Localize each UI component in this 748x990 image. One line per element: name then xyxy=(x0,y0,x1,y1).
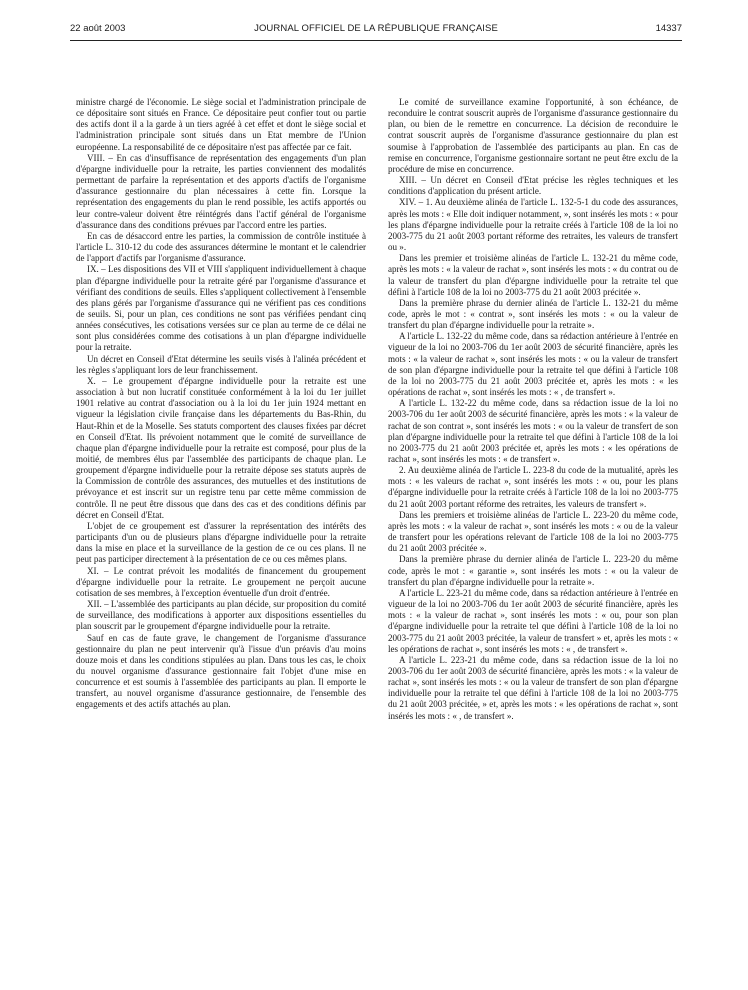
page-header xyxy=(70,22,682,36)
paragraph: X. – Le groupement d'épargne individuelle pour la retraite est une association à but non lucratif constituée conformément à la loi du 1er juillet 1901 relative au contrat d'association ou à la loi du 1er juin 1924 mettant en vigueur la législation civile française dans les départements du Bas-Rhin, du Haut-Rhin et de la Moselle. Ses statuts comportent des clauses fixées par décret en Conseil d'Etat. Ils prévoient notamment que le comité de surveillance de chaque plan d'épargne individuelle pour la retraite est composé, pour plus de la moitié, de membres élus par l'assemblée des participants de chaque plan. Le groupement d'épargne individuelle pour la retraite dépose ses statuts auprès de la Commission de contrôle des assurances, des mutuelles et des institutions de prévoyance et est inscrit sur un registre tenu par cette même commission de contrôle. Il ne peut être dissous que dans des cas et des conditions définis par décret en Conseil d'Etat. xyxy=(76,375,366,520)
paragraph: XII. – L'assemblée des participants au plan décide, sur proposition du comité de surveillance, des modifications à apporter aux dispositions essentielles du plan souscrit par le groupement d'épargne individuelle pour la retraite. xyxy=(76,599,366,632)
right-column xyxy=(388,97,678,967)
paragraph: L'objet de ce groupement est d'assurer la représentation des intérêts des participants d'un ou de plusieurs plans d'épargne individuelle pour la retraite dans la mise en place et la surveillance de la gestion de ce ou ces plans. Il ne peut pas participer directement à la présentation de ce ou ces mêmes plans. xyxy=(76,520,366,565)
paragraph: En cas de désaccord entre les parties, la commission de contrôle instituée à l'article L. 310-12 du code des assurances détermine le montant et le calendrier de l'apport d'actifs par l'organisme d'assurance. xyxy=(76,230,366,264)
paragraph: Dans les premiers et troisième alinéas de l'article L. 223-20 du même code, après les mots : « la valeur de rachat », sont insérés les mots : « ou de la valeur de transfert pour les opérations relevant de l'article 108 de la loi no 2003-775 du 21 août 2003 précitée ». xyxy=(388,509,678,554)
header-title: JOURNAL OFFICIEL DE LA RÉPUBLIQUE FRANÇAISE xyxy=(254,23,498,34)
paragraph: XIII. – Un décret en Conseil d'Etat précise les règles techniques et les conditions d'application du présent article. xyxy=(388,175,678,197)
paragraph: Dans la première phrase du dernier alinéa de l'article L. 223-20 du même code, après le mot : « garantie », sont insérés les mots : « ou la valeur de transfert du plan d'épargne individuelle pour la retraite ». xyxy=(388,554,678,587)
paragraph: Dans la première phrase du dernier alinéa de l'article L. 132-21 du même code, après le mot : « contrat », sont insérés les mots : « ou la valeur de transfert du plan d'épargne individuelle pour la retraite ». xyxy=(388,297,678,331)
paragraph: A l'article L. 223-21 du même code, dans sa rédaction antérieure à l'entrée en vigueur de la loi no 2003-706 du 1er août 2003 de sécurité financière, après les mots : « la valeur de rachat », sont insérés les mots : « ou, pour son plan d'épargne individuelle pour la retraite tel que défini à l'article 108 de la loi no 2003-775 du 21 août 2003 précitée, la valeur de transfert » et, après les mots : « les opérations de rachat », sont insérés les mots : « , de transfert ». xyxy=(388,587,678,654)
paragraph: Sauf en cas de faute grave, le changement de l'organisme d'assurance gestionnaire du plan ne peut intervenir qu'à l'issue d'un préavis d'au moins douze mois et dans les conditions stipulées au plan. Dans tous les cas, le choix du nouvel organisme d'assurance gestionnaire fait l'objet d'une mise en concurrence et est soumis à l'assemblée des participants au plan. Il emporte le transfert, au nouvel organisme d'assurance gestionnaire, de l'ensemble des engagements et des actifs attachés au plan. xyxy=(76,632,366,710)
paragraph: Dans les premier et troisième alinéas de l'article L. 132-21 du même code, après les mots : « la valeur de rachat », sont insérés les mots : « du contrat ou de la valeur de transfert du plan d'épargne individuelle pour la retraite tel que défini à l'article 108 de la loi no 2003-775 du 21 août 2003 précitée ». xyxy=(388,253,678,297)
left-column xyxy=(76,97,366,967)
paragraph: ministre chargé de l'économie. Le siège social et l'administration principale de ce dépositaire sont situés en France. Ce dépositaire peut confier tout ou partie des actifs dont il a la garde à un tiers agréé à cet effet et dont le siège social et l'administration principale sont situés dans un Etat membre de l'Union européenne. La responsabilité de ce dépositaire n'est pas affectée par ce fait. xyxy=(76,97,366,152)
paragraph: A l'article L. 223-21 du même code, dans sa rédaction issue de la loi no 2003-706 du 1er août 2003 de sécurité financière, après les mots : « la valeur de rachat », sont insérés les mots : « ou la valeur de transfert de son plan d'épargne individuelle pour la retraite tel que défini à l'article 108 de la loi no 2003-775 du 21 août 2003 précitée, » et, après les mots : « les opérations de rachat », sont insérés les mots : « , de transfert ». xyxy=(388,654,678,721)
paragraph: Un décret en Conseil d'Etat détermine les seuils visés à l'alinéa précédent et les règles s'appliquant lors de leur franchissement. xyxy=(76,353,366,375)
header-date: 22 août 2003 xyxy=(70,23,126,34)
paragraph: XIV. – 1. Au deuxième alinéa de l'article L. 132-5-1 du code des assurances, après les mots : « Elle doit indiquer notamment, », sont insérés les mots : « pour les plans d'épargne individuelle pour la retraite créés à l'article 108 de la loi no 2003-775 du 21 août 2003 portant réforme des retraites, les valeurs de transfert ou ». xyxy=(388,197,678,253)
paragraph: Le comité de surveillance examine l'opportunité, à son échéance, de reconduire le contrat souscrit auprès de l'organisme d'assurance gestionnaire du plan, ou bien de le remettre en concurrence. La décision de reconduire le contrat souscrit auprès de l'organisme d'assurance gestionnaire du plan est soumise à l'approbation de l'assemblée des participants au plan. En cas de remise en concurrence, l'organisme gestionnaire sortant ne peut être exclu de la procédure de mise en concurrence. xyxy=(388,97,678,174)
paragraph: A l'article L. 132-22 du même code, dans sa rédaction antérieure à l'entrée en vigueur de la loi no 2003-706 du 1er août 2003 de sécurité financière, après les mots : « la valeur de rachat », sont insérés les mots : « ou la valeur de transfert de son plan d'épargne individuelle pour la retraite tel que défini à l'article 108 de la loi no 2003-775 du 21 août 2003 précitée et, après les mots : « les opérations de rachat », sont insérés les mots : « , de transfert ». xyxy=(388,331,678,398)
paragraph: VIII. – En cas d'insuffisance de représentation des engagements d'un plan d'épargne individuelle pour la retraite, les parties conviennent des modalités permettant de parfaire la représentation et des apports d'actifs de l'organisme d'assurance gestionnaire du plan nécessaires à cette fin. Lorsque la représentation des engagements du plan le rend possible, les actifs apportés ou leur contre-valeur doivent être réintégrés dans l'actif général de l'organisme d'assurance dans des conditions prévues par l'accord entre les parties. xyxy=(76,152,366,230)
paragraph: A l'article L. 132-22 du même code, dans sa rédaction issue de la loi no 2003-706 du 1er août 2003 de sécurité financière, après les mots : « la valeur de rachat de son contrat », sont insérés les mots : « ou la valeur de transfert de son plan d'épargne individuelle pour la retraite tel que défini à l'article 108 de la loi no 2003-775 du 21 août 2003 précitée et, après les mots : « les opérations de rachat », sont insérés les mots : « de transfert ». xyxy=(388,398,678,464)
paragraph: 2. Au deuxième alinéa de l'article L. 223-8 du code de la mutualité, après les mots : « les valeurs de rachat », sont insérés les mots : « ou, pour les plans d'épargne individuelle pour la retraite créés à l'article 108 de la loi no 2003-775 du 21 août 2003 portant réforme des retraites, les valeurs de transfert ». xyxy=(388,465,678,509)
paragraph: XI. – Le contrat prévoit les modalités de financement du groupement d'épargne individuelle pour la retraite. Le groupement ne perçoit aucune cotisation de ses membres, à l'exception éventuelle d'un droit d'entrée. xyxy=(76,565,366,598)
header-page-number: 14337 xyxy=(655,23,682,34)
header-rule xyxy=(70,40,682,41)
paragraph: IX. – Les dispositions des VII et VIII s'appliquent individuellement à chaque plan d'épargne individuelle pour la retraite géré par l'organisme d'assurance et vérifiant des conditions de seuils. Elles s'appliquent collectivement à l'ensemble des plans gérés par l'organisme d'assurance qui ne vérifient pas ces conditions de seuils. Si, pour un plan, ces conditions ne sont pas vérifiées pendant cinq années consécutives, les cotisations versées sur ce plan au terme de ce délai ne sont plus considérées comme des cotisations à un plan d'épargne individuelle pour la retraite. xyxy=(76,264,366,353)
